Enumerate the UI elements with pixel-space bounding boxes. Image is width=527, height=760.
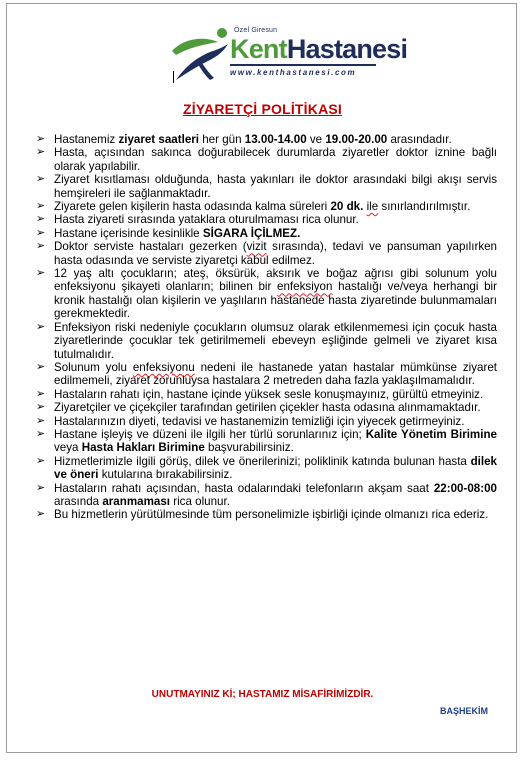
list-item: ➢ Hastane işleyiş ve düzeni ile ilgili her türlü sorunlarınız için; Kalite Yönetim Birimine veya Hasta Hakları Birimine başvurabilirsiniz. (36, 427, 497, 455)
arrow-bullet-icon: ➢ (36, 213, 46, 226)
arrow-bullet-icon: ➢ (36, 267, 46, 280)
logo-name-part2: Hastanesi (286, 34, 408, 64)
policy-list (35, 133, 497, 522)
list-item: ➢ Ziyarete gelen kişilerin hasta odasında kalma süreleri 20 dk. ile sınırlandırılmıştır. (36, 200, 471, 214)
list-item: ➢ Solunum yolu enfeksiyonu nedeni ile hastanede yatan hastalar mümkünse ziyaret edilmemeli, ziyaret zorunluysa hastalara 2 metreden daha fazla yaklaşılmamalıdır. (36, 360, 498, 388)
arrow-bullet-icon: ➢ (36, 240, 46, 253)
footer-warning: UNUTMAYINIZ Kİ; HASTAMIZ MİSAFİRİMİZDİR. (151, 689, 374, 700)
list-item: ➢ Hastaların rahatı için, hastane içinde yüksek sesle konuşmayınız, gürültü etmeyiniz. (36, 387, 484, 401)
list-item: ➢ Hizmetlerimizle ilgili görüş, dilek ve önerilerinizi; poliklinik katında bulunan hasta dilek ve öneri kutularına bırakabilirsiniz. (36, 454, 497, 482)
arrow-bullet-icon: ➢ (36, 173, 46, 186)
logo-small-text: Özel Giresun (234, 27, 278, 34)
arrow-bullet-icon: ➢ (36, 427, 46, 440)
runner-logo-icon (170, 24, 232, 84)
logo-underline (230, 64, 376, 66)
arrow-bullet-icon: ➢ (36, 133, 46, 145)
policy-page (6, 3, 517, 753)
text-cursor (173, 71, 174, 83)
arrow-bullet-icon: ➢ (36, 387, 46, 400)
arrow-bullet-icon: ➢ (36, 454, 46, 467)
arrow-bullet-icon: ➢ (36, 200, 46, 213)
list-item: ➢ Hasta ziyareti sırasında yataklara oturulmaması rica olunur. (36, 213, 359, 227)
arrow-bullet-icon: ➢ (36, 401, 46, 414)
list-item: ➢ Enfeksiyon riski nedeniyle çocukların olumsuz olarak etkilenmemesi için çocuk hasta ziyaretlerinde çocuklar tek getirilmemeli ebeveyn eşliğinde gelmeli ve ziyaret kısa tutulmalıdır. (36, 320, 497, 361)
arrow-bullet-icon: ➢ (36, 320, 46, 333)
list-item: ➢ Doktor serviste hastaları gezerken (vizit sırasında), tedavi ve pansuman yapılırken hasta odasında ve serviste ziyaretçi kabul edilmez. (36, 240, 498, 267)
list-item: ➢ Hastaların rahatı açısından, hasta odalarındaki telefonların akşam saat 22:00-08:00 arasında aranmaması rica olunur. (36, 481, 497, 508)
arrow-bullet-icon: ➢ (36, 146, 46, 159)
signature: BAŞHEKİM (439, 706, 488, 716)
logo-website: www.kenthastanesi.com (230, 68, 357, 77)
list-item: ➢ Ziyaret kısıtlaması olduğunda, hasta yakınları ile doktor arasındaki bilgi akışı servis hemşireleri ile sağlanmaktadır. (36, 173, 497, 200)
list-item: ➢ Hastalarınızın diyeti, tedavisi ve hastanemizin temizliği için yiyecek getirmeyiniz. (36, 414, 465, 428)
arrow-bullet-icon: ➢ (36, 414, 46, 427)
logo-name-part1: Kent (230, 34, 287, 64)
list-item: ➢ Hastane içerisinde kesinlikle SİGARA İÇİLMEZ. (36, 226, 301, 240)
arrow-bullet-icon: ➢ (36, 508, 46, 521)
logo-wordmark (230, 32, 407, 66)
hospital-logo (170, 24, 408, 92)
list-item: ➢ Ziyaretçiler ve çiçekçiler tarafından getirilen çiçekler hasta odasına alınmamaktadır. (36, 401, 481, 415)
arrow-bullet-icon: ➢ (36, 226, 46, 239)
list-item: ➢ Bu hizmetlerin yürütülmesinde tüm personelimizle işbirliği içinde olmanızı rica ederiz. (36, 508, 489, 522)
list-item: ➢ Hastanemiz ziyaret saatleri her gün 13.00-14.00 ve 19.00-20.00 arasındadır. (36, 133, 452, 146)
page-title: ZİYARETÇİ POLİTİKASI (182, 101, 343, 117)
arrow-bullet-icon: ➢ (36, 481, 46, 494)
list-item: ➢ Hasta, açısından sakınca doğurabilecek durumlarda ziyaretler doktor iznine bağlı olarak yapılabilir. (36, 146, 497, 173)
list-item: ➢ 12 yaş altı çocukların; ateş, öksürük, aksırık ve boğaz ağrısı gibi solunum yolu enfeksiyonu şikayeti olanların; bilinen bir enfeksiyon hastalığı ve/veya herhangi bir kronik hastalığı olan kişilerin ve yaşlıların hastanede hasta ziyaretinde bulunmamaları gerekmektedir. (36, 267, 497, 321)
arrow-bullet-icon: ➢ (36, 360, 46, 373)
